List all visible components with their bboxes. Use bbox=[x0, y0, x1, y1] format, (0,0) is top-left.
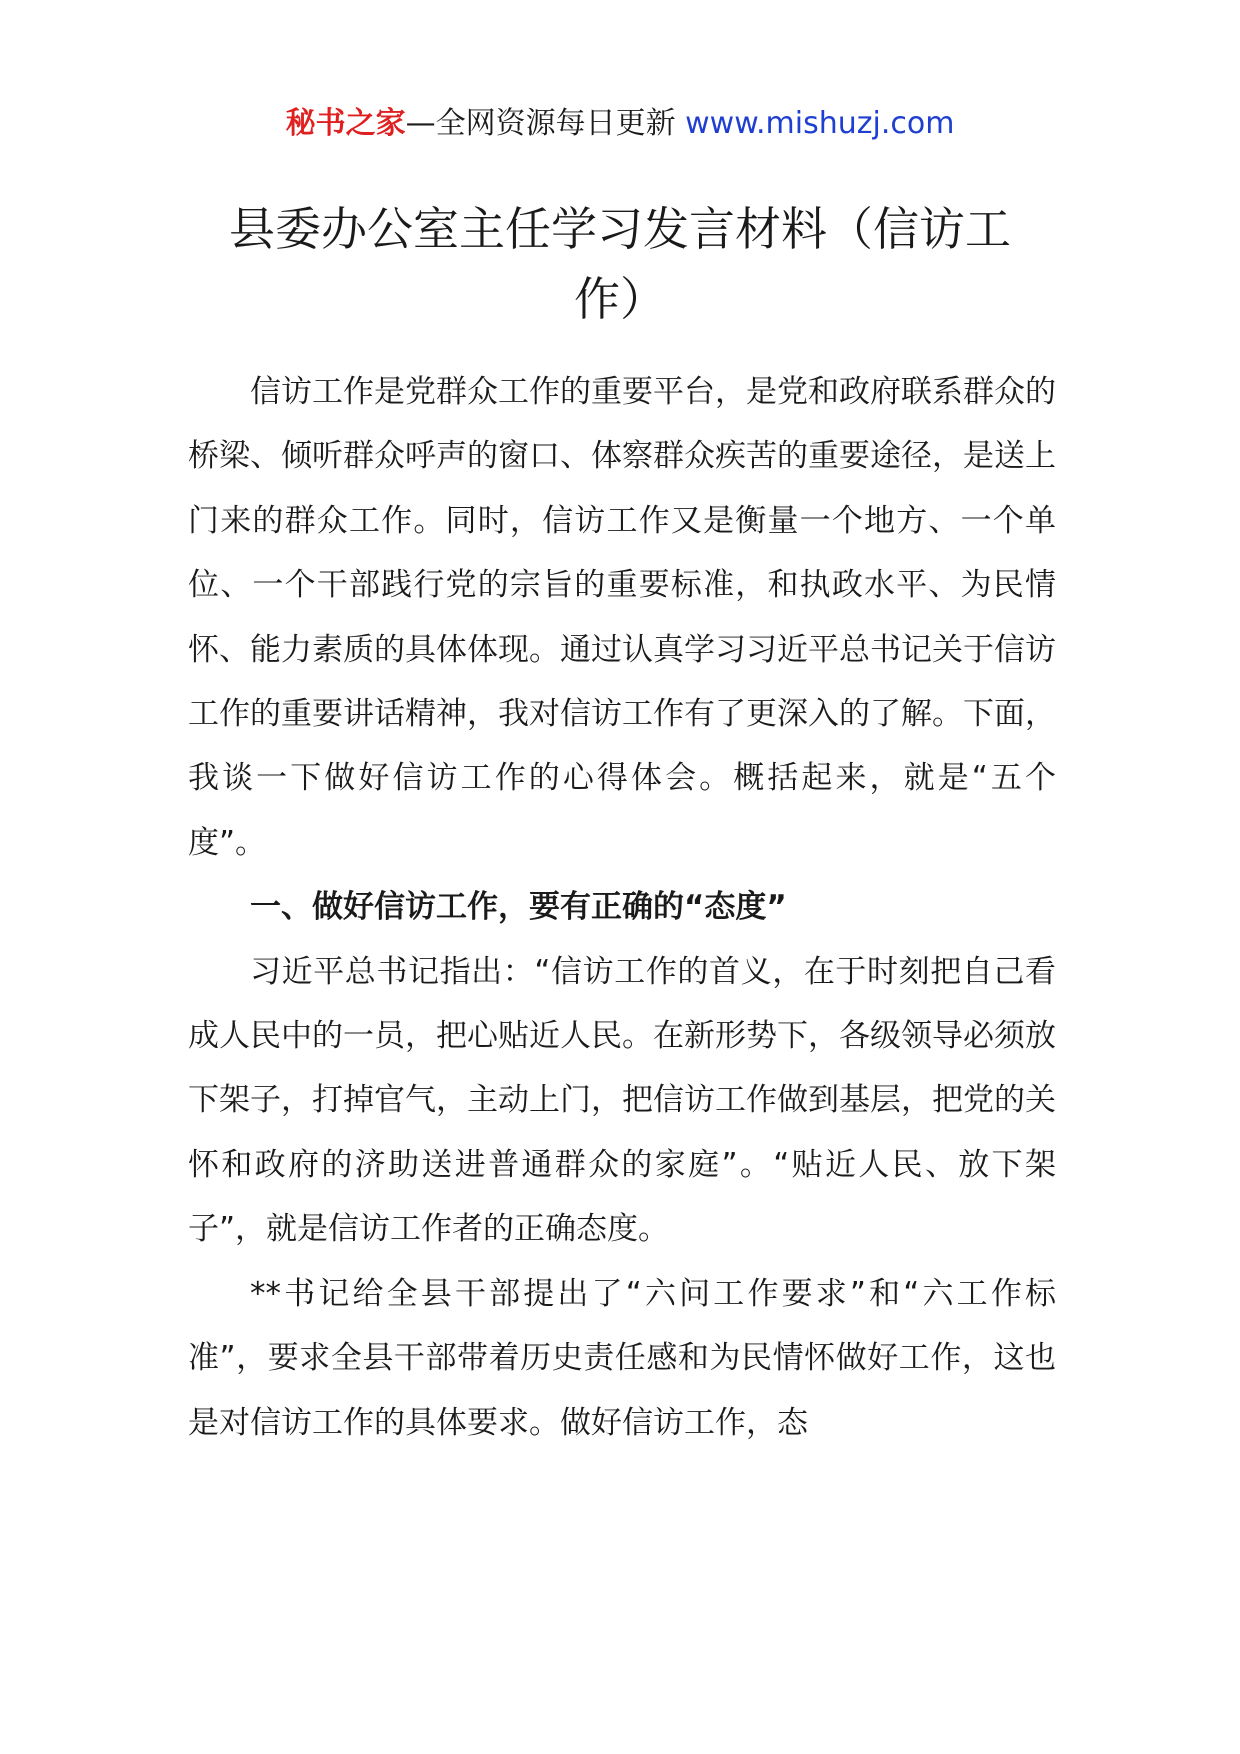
site-tagline: —全网资源每日更新 bbox=[405, 106, 686, 141]
paragraph-quote: 习近平总书记指出：“信访工作的首义，在于时刻把自己看成人民中的一员，把心贴近人民。在新形势下，各级领导必须放下架子，打掉官气，主动上门，把信访工作做到基层，把党的关怀和政府的济助送进普通群众的家庭”。“贴近人民、放下架子”，就是信访工作者的正确态度。 bbox=[188, 953, 1056, 1248]
paragraph-requirements: **书记给全县干部提出了“六问工作要求”和“六工作标准”，要求全县干部带着历史责任感和为民情怀做好工作，这也是对信访工作的具体要求。做好信访工作，态 bbox=[188, 1275, 1056, 1441]
paragraph-intro: 信访工作是党群众工作的重要平台，是党和政府联系群众的桥梁、倾听群众呼声的窗口、体察群众疾苦的重要途径，是送上门来的群众工作。同时，信访工作又是衡量一个地方、一个单位、一个干部践行党的宗旨的重要标准，和执政水平、为民情怀、能力素质的具体体现。通过认真学习习近平总书记关于信访工作的重要讲话精神，我对信访工作有了更深入的了解。下面，我谈一下做好信访工作的心得体会。概括起来，就是“五个度”。 bbox=[188, 374, 1056, 861]
section-heading-1: 一、做好信访工作，要有正确的“态度” bbox=[250, 889, 787, 926]
document-title: 县委办公室主任学习发言材料（信访工作） bbox=[229, 202, 1011, 326]
document-body bbox=[188, 360, 1056, 1455]
site-brand: 秘书之家 bbox=[285, 106, 406, 141]
site-url-link[interactable]: www.mishuzj.com bbox=[685, 106, 955, 141]
site-header bbox=[0, 102, 1240, 146]
